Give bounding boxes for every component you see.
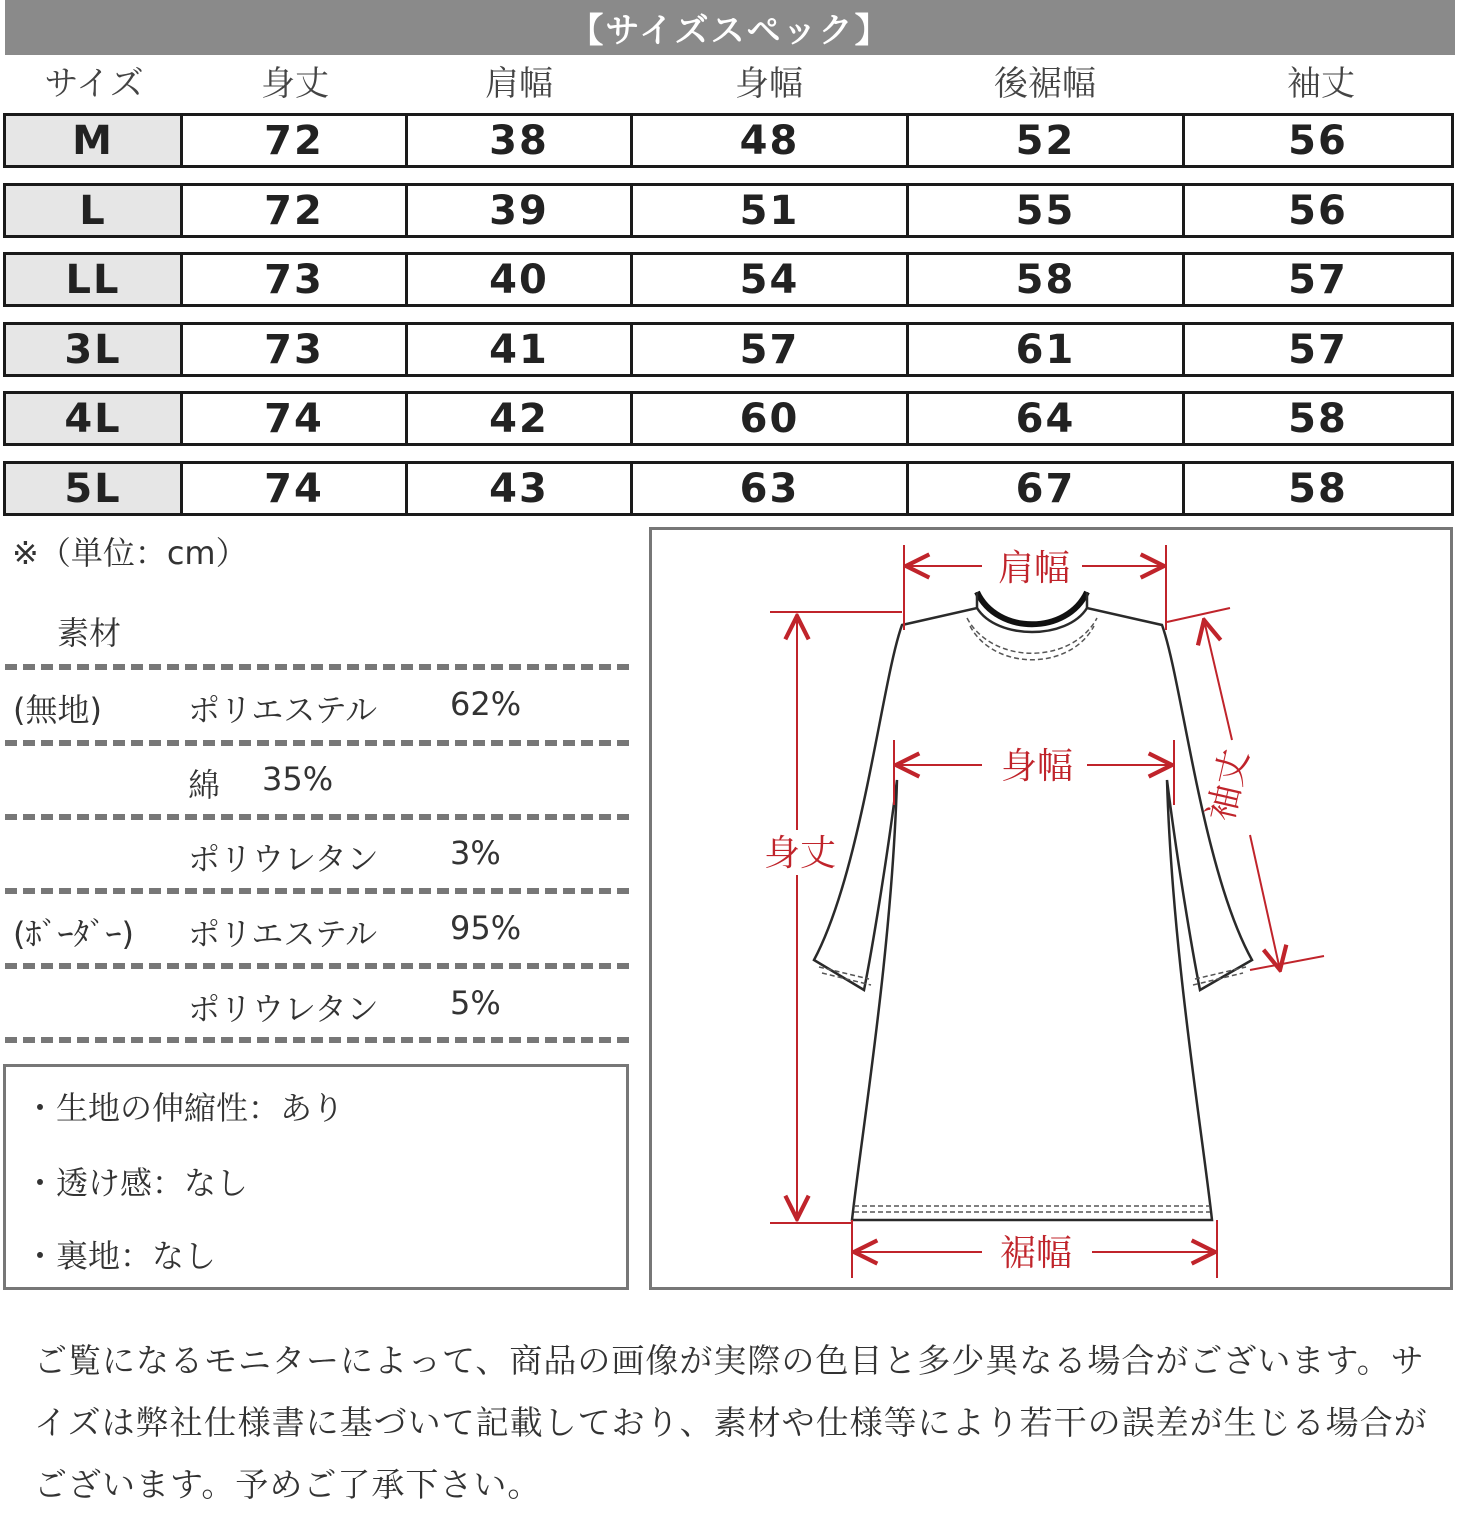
material-percent: 5% — [450, 984, 501, 1022]
table-row — [3, 461, 1454, 516]
divider — [5, 963, 629, 969]
body-length-cell: 74 — [180, 461, 408, 516]
body-width-cell: 60 — [630, 391, 909, 446]
shoulder-width-cell: 41 — [405, 322, 633, 377]
page-title: 【サイズスペック】 — [5, 0, 1455, 55]
body-width-cell: 57 — [630, 322, 909, 377]
material-name: ポリウレタン — [188, 990, 379, 1028]
shoulder-width-cell: 43 — [405, 461, 633, 516]
hem-width-cell: 67 — [906, 461, 1185, 516]
material-group-label: (ﾎﾞｰﾀﾞｰ) — [13, 915, 134, 953]
dress-outline — [814, 608, 1252, 1220]
body-length-label: 身丈 — [763, 833, 837, 874]
material-percent: 35% — [262, 760, 334, 798]
body-width-label: 身幅 — [1000, 746, 1074, 787]
hem-width-label: 裾幅 — [999, 1233, 1073, 1274]
sleeve-length-cell: 56 — [1182, 113, 1454, 168]
body-width-cell: 51 — [630, 183, 909, 238]
shoulder-width-label: 肩幅 — [997, 548, 1071, 589]
body-length-cell: 73 — [180, 252, 408, 307]
body-width-cell: 48 — [630, 113, 909, 168]
hem-width-cell: 58 — [906, 252, 1185, 307]
hem-stitching — [819, 967, 1246, 1212]
size-cell: 4L — [3, 391, 183, 446]
material-group-label: (無地) — [13, 691, 102, 729]
body-width-cell: 63 — [630, 461, 909, 516]
divider — [5, 1037, 629, 1043]
size-cell: L — [3, 183, 183, 238]
shoulder-width-cell: 38 — [405, 113, 633, 168]
size-cell: LL — [3, 252, 183, 307]
header-size: サイズ — [44, 63, 144, 104]
hem-width-cell: 55 — [906, 183, 1185, 238]
material-row — [5, 675, 629, 735]
hem-width-cell: 52 — [906, 113, 1185, 168]
disclaimer-text: ご覧になるモニターによって、商品の画像が実際の色目と多少異なる場合がございます。サイズは弊社仕様書に基づいて記載しており、素材や仕様等により若干の誤差が生じる場合がございます。予めご了承下さい。 — [34, 1341, 1428, 1504]
hem-width-cell: 61 — [906, 322, 1185, 377]
size-cell: 5L — [3, 461, 183, 516]
header-sleeve-length: 袖丈 — [1287, 63, 1355, 104]
property-lining: ・裏地：なし — [24, 1237, 217, 1275]
header-body-length: 身丈 — [261, 63, 329, 104]
material-name: 綿 — [188, 766, 221, 804]
body-length-cell: 73 — [180, 322, 408, 377]
material-row — [5, 899, 629, 959]
size-table-header — [5, 55, 1455, 105]
unit-note: ※（単位：cm） — [12, 534, 248, 572]
sleeve-length-label: 袖丈 — [1200, 745, 1257, 826]
material-name: ポリエステル — [188, 915, 378, 953]
size-cell: 3L — [3, 322, 183, 377]
table-row — [3, 391, 1454, 446]
sleeve-length-cell: 58 — [1182, 461, 1454, 516]
fabric-properties-box — [3, 1064, 629, 1290]
hem-width-cell: 64 — [906, 391, 1185, 446]
material-row — [5, 974, 629, 1034]
divider — [5, 814, 629, 820]
material-percent: 95% — [450, 909, 522, 947]
body-length-cell: 74 — [180, 391, 408, 446]
body-width-cell: 54 — [630, 252, 909, 307]
sleeve-length-cell: 58 — [1182, 391, 1454, 446]
header-shoulder-width: 肩幅 — [485, 63, 553, 104]
material-row — [5, 750, 629, 810]
table-row — [3, 183, 1454, 238]
divider — [5, 664, 629, 670]
material-row — [5, 824, 629, 884]
header-hem-width: 後裾幅 — [994, 63, 1096, 104]
table-row — [3, 252, 1454, 307]
divider — [5, 888, 629, 894]
material-percent: 62% — [450, 685, 522, 723]
divider — [5, 740, 629, 746]
property-sheerness: ・透け感：なし — [24, 1164, 249, 1202]
sleeve-length-cell: 57 — [1182, 252, 1454, 307]
header-body-width: 身幅 — [735, 63, 803, 104]
shoulder-width-cell: 40 — [405, 252, 633, 307]
collar — [967, 592, 1097, 660]
property-stretch: ・生地の伸縮性：あり — [24, 1089, 345, 1127]
table-row — [3, 322, 1454, 377]
shoulder-width-cell: 42 — [405, 391, 633, 446]
table-row — [3, 113, 1454, 168]
material-name: ポリウレタン — [188, 840, 379, 878]
shoulder-width-cell: 39 — [405, 183, 633, 238]
size-cell: M — [3, 113, 183, 168]
body-length-cell: 72 — [180, 113, 408, 168]
measurement-diagram — [649, 527, 1453, 1290]
garment-diagram-svg — [652, 530, 1450, 1287]
body-length-cell: 72 — [180, 183, 408, 238]
sleeve-length-cell: 57 — [1182, 322, 1454, 377]
material-title: 素材 — [57, 614, 122, 652]
material-name: ポリエステル — [188, 691, 378, 729]
material-percent: 3% — [450, 834, 501, 872]
sleeve-length-cell: 56 — [1182, 183, 1454, 238]
